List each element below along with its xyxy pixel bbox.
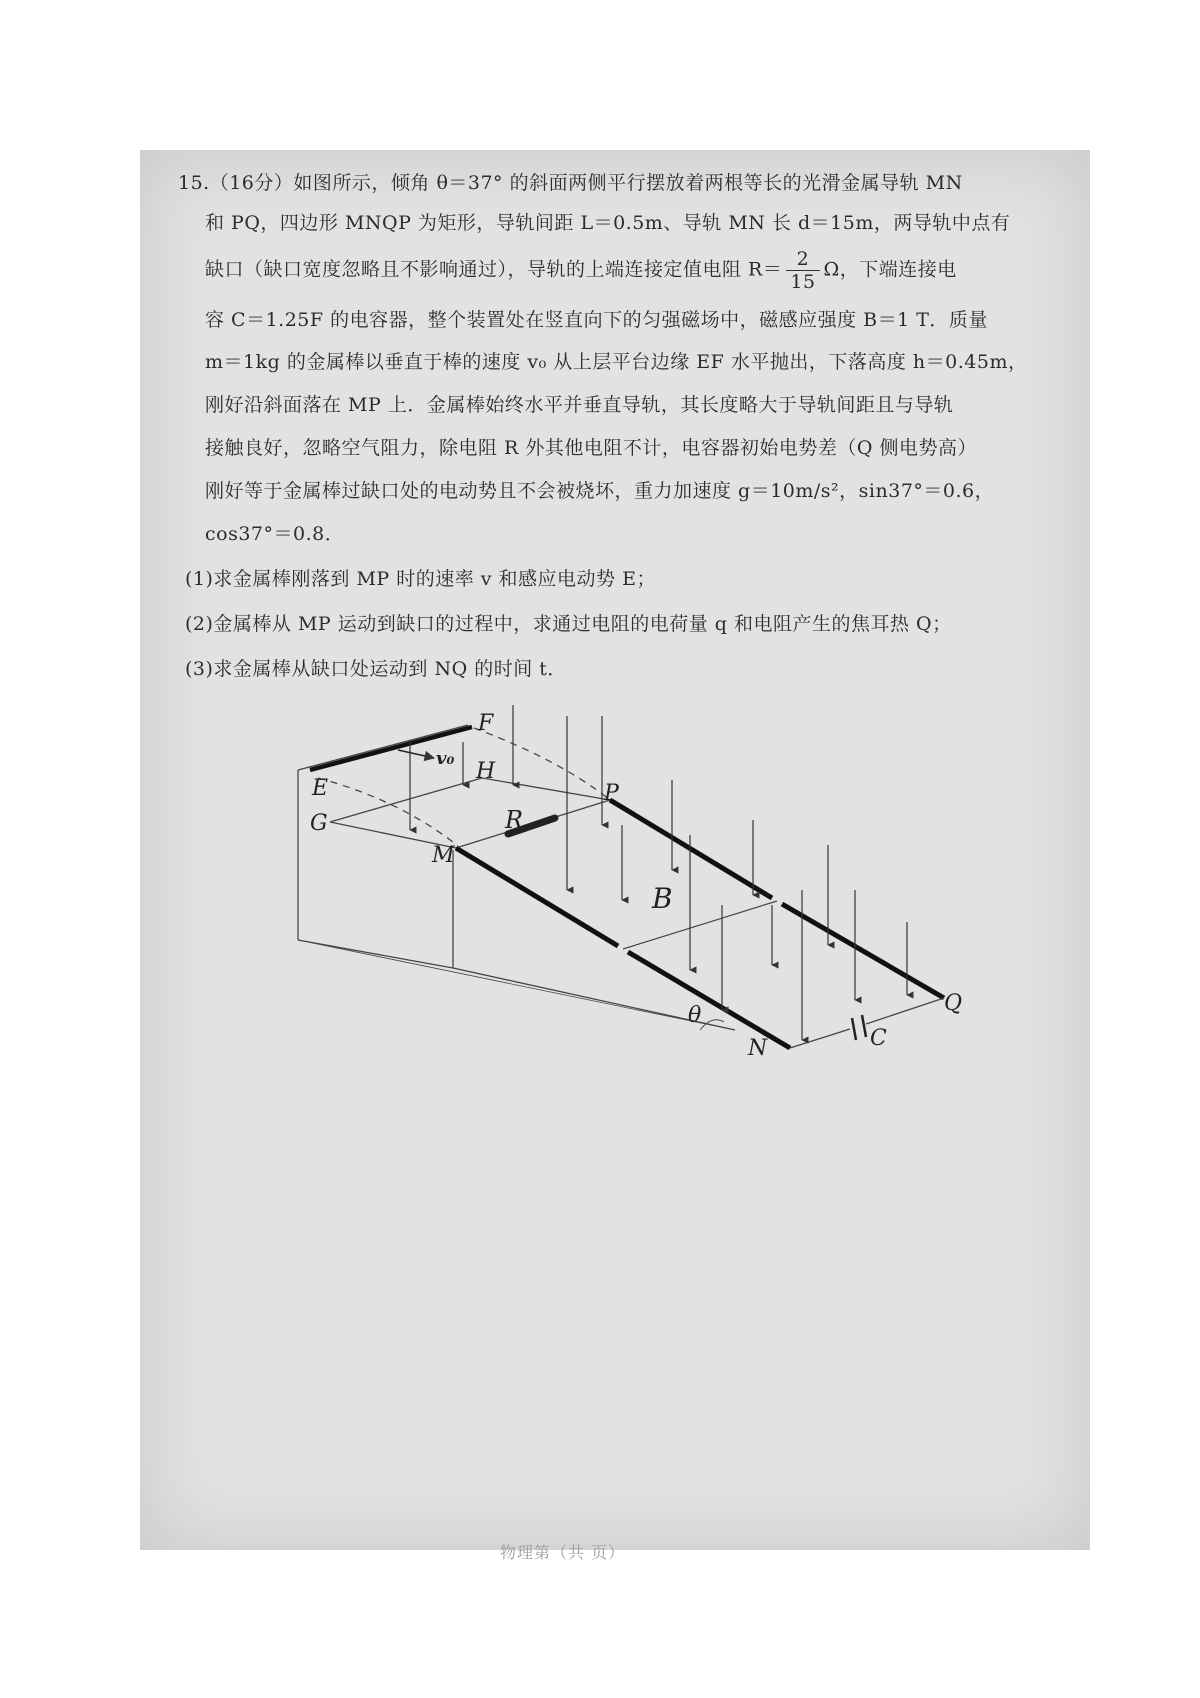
problem-text-3b: Ω，下端连接电 <box>823 258 957 281</box>
label-Q: Q <box>944 991 963 1016</box>
problem-score: （16分） <box>209 172 294 194</box>
label-E: E <box>312 776 329 801</box>
label-H: H <box>476 759 496 784</box>
label-C: C <box>870 1026 887 1051</box>
gap-line <box>623 901 777 949</box>
platform-box <box>298 725 735 1030</box>
fraction-denominator: 15 <box>790 271 816 293</box>
question-2: (2)金属棒从 MP 运动到缺口的过程中，求通过电阻的电荷量 q 和电阻产生的焦耳热 Q； <box>185 613 952 635</box>
fraction-numerator: 2 <box>786 248 819 271</box>
label-v0: v₀ <box>436 748 455 769</box>
problem-line-8: 刚好等于金属棒过缺口处的电动势且不会被烧坏，重力加速度 g＝10m/s²，sin37°＝0.6， <box>205 480 995 502</box>
label-G: G <box>310 811 328 836</box>
label-N: N <box>748 1036 768 1061</box>
question-1: (1)求金属棒刚落到 MP 时的速率 v 和感应电动势 E； <box>185 568 656 590</box>
problem-line-4: 容 C＝1.25F 的电容器，整个装置处在竖直向下的匀强磁场中，磁感应强度 B＝1 T．质量 <box>205 309 988 331</box>
problem-line-2: 和 PQ，四边形 MNQP 为矩形，导轨间距 L＝0.5m、导轨 MN 长 d＝15m，两导轨中点有 <box>205 212 1011 234</box>
page-footer: 物理第（共 页） <box>500 1543 626 1562</box>
problem-line-7: 接触良好，忽略空气阻力，除电阻 R 外其他电阻不计，电容器初始电势差（Q 侧电势高） <box>205 437 978 459</box>
label-theta: θ <box>688 1003 702 1028</box>
problem-text-1: 如图所示，倾角 θ＝37° 的斜面两侧平行摆放着两根等长的光滑金属导轨 MN <box>293 172 963 194</box>
capacitor <box>852 1015 866 1040</box>
rail-mn-upper <box>456 848 618 946</box>
label-M: M <box>432 843 455 868</box>
rail-mn-lower <box>628 952 790 1048</box>
label-R: R <box>505 806 524 834</box>
rail-pq-lower <box>782 904 944 998</box>
label-B: B <box>652 882 673 915</box>
problem-line-6: 刚好沿斜面落在 MP 上．金属棒始终水平并垂直导轨，其长度略大于导轨间距且与导轨 <box>205 394 954 416</box>
problem-line-5: m＝1kg 的金属棒以垂直于棒的速度 v₀ 从上层平台边缘 EF 水平抛出，下落高度 h＝0.45m， <box>205 351 1028 373</box>
problem-number: 15. <box>178 172 210 194</box>
rail-pq-upper <box>610 800 772 898</box>
problem-text-3: 缺口（缺口宽度忽略且不影响通过），导轨的上端连接定值电阻 R＝ <box>205 258 783 281</box>
magnetic-field-arrows <box>410 705 907 1040</box>
v0-arrow <box>398 750 434 758</box>
problem-line-9: cos37°＝0.8． <box>205 523 345 545</box>
question-3: (3)求金属棒从缺口处运动到 NQ 的时间 t． <box>185 658 567 680</box>
label-P: P <box>604 781 619 806</box>
label-F: F <box>478 711 494 736</box>
